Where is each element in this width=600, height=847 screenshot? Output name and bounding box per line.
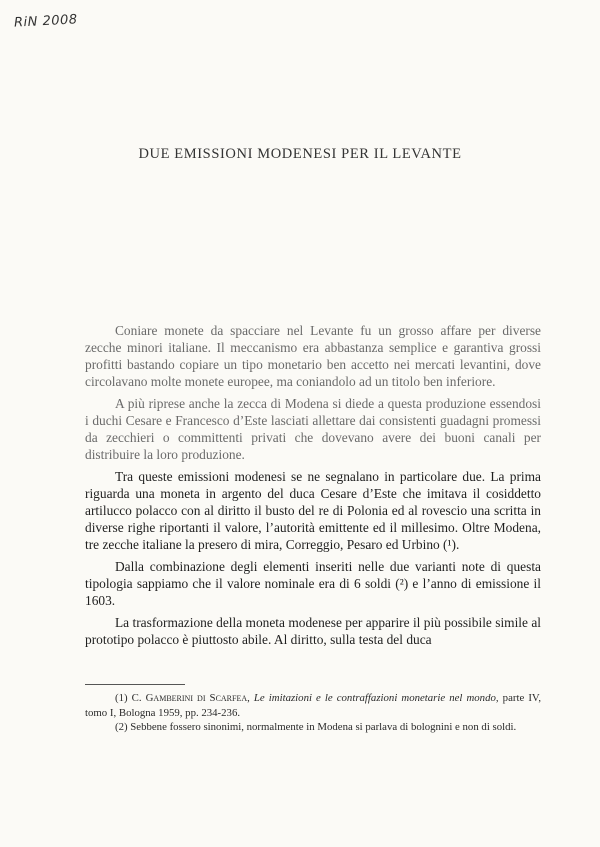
article-title: DUE EMISSIONI MODENESI PER IL LEVANTE	[138, 146, 462, 162]
paragraph-1: Coniare monete da spacciare nel Levante fu un grosso affare per diverse zecche minori italiane. Il meccanismo era abbastanza semplice e garantiva grossi profitti bastando copiare un tipo monetario ben accetto nei mercati levantini, dove circolavano molte monete europee, ma coniandolo ad un titolo ben inferiore.	[85, 323, 541, 389]
footnote-1-work: Le imitazioni e le contraffazioni monetarie nel mondo,	[253, 692, 499, 704]
footnote-divider	[85, 684, 185, 685]
footnote-1-rest: parte IV, tomo I, Bologna 1959, pp. 234-236.	[85, 692, 542, 719]
footnote-1	[85, 691, 541, 720]
paragraph-4: Dalla combinazione degli elementi inseriti nelle due varianti note di questa tipologia sappiamo che il valore nominale era di 6 soldi (²) e l’anno di emissione il 1603.	[85, 559, 541, 608]
paragraph-2: A più riprese anche la zecca di Modena si diede a questa produzione essendosi i duchi Cesare e Francesco d’Este lasciati allettare dai consistenti guadagni promessi da zecchieri o committenti privati che dovevano avere dei buoni canali per distribuire la loro produzione.	[85, 396, 541, 462]
footnote-1-author: C. Gamberini di Scarfea,	[131, 692, 250, 704]
footnote-2: (2) Sebbene fossero sinonimi, normalmente in Modena si parlava di bolognini e non di soldi.	[115, 721, 517, 733]
footnote-1-marker: (1)	[115, 692, 128, 704]
paragraph-5: La trasformazione della moneta modenese per apparire il più possibile simile al prototipo polacco è piuttosto abile. Al diritto, sulla testa del duca	[85, 615, 541, 647]
paragraph-3: Tra queste emissioni modenesi se ne segnalano in particolare due. La prima riguarda una moneta in argento del duca Cesare d’Este che imitava il cosiddetto artilucco polacco con al diritto il busto del re di Polonia ed al rovescio una scritta in diverse righe riportanti il valore, l’autorità emittente ed il millesimo. Oltre Modena, tre zecche italiane la presero di mira, Correggio, Pesaro ed Urbino (¹).	[85, 469, 541, 552]
handwritten-note: RiN 2008	[13, 12, 78, 31]
footnotes	[85, 691, 541, 735]
article-body	[85, 322, 541, 653]
